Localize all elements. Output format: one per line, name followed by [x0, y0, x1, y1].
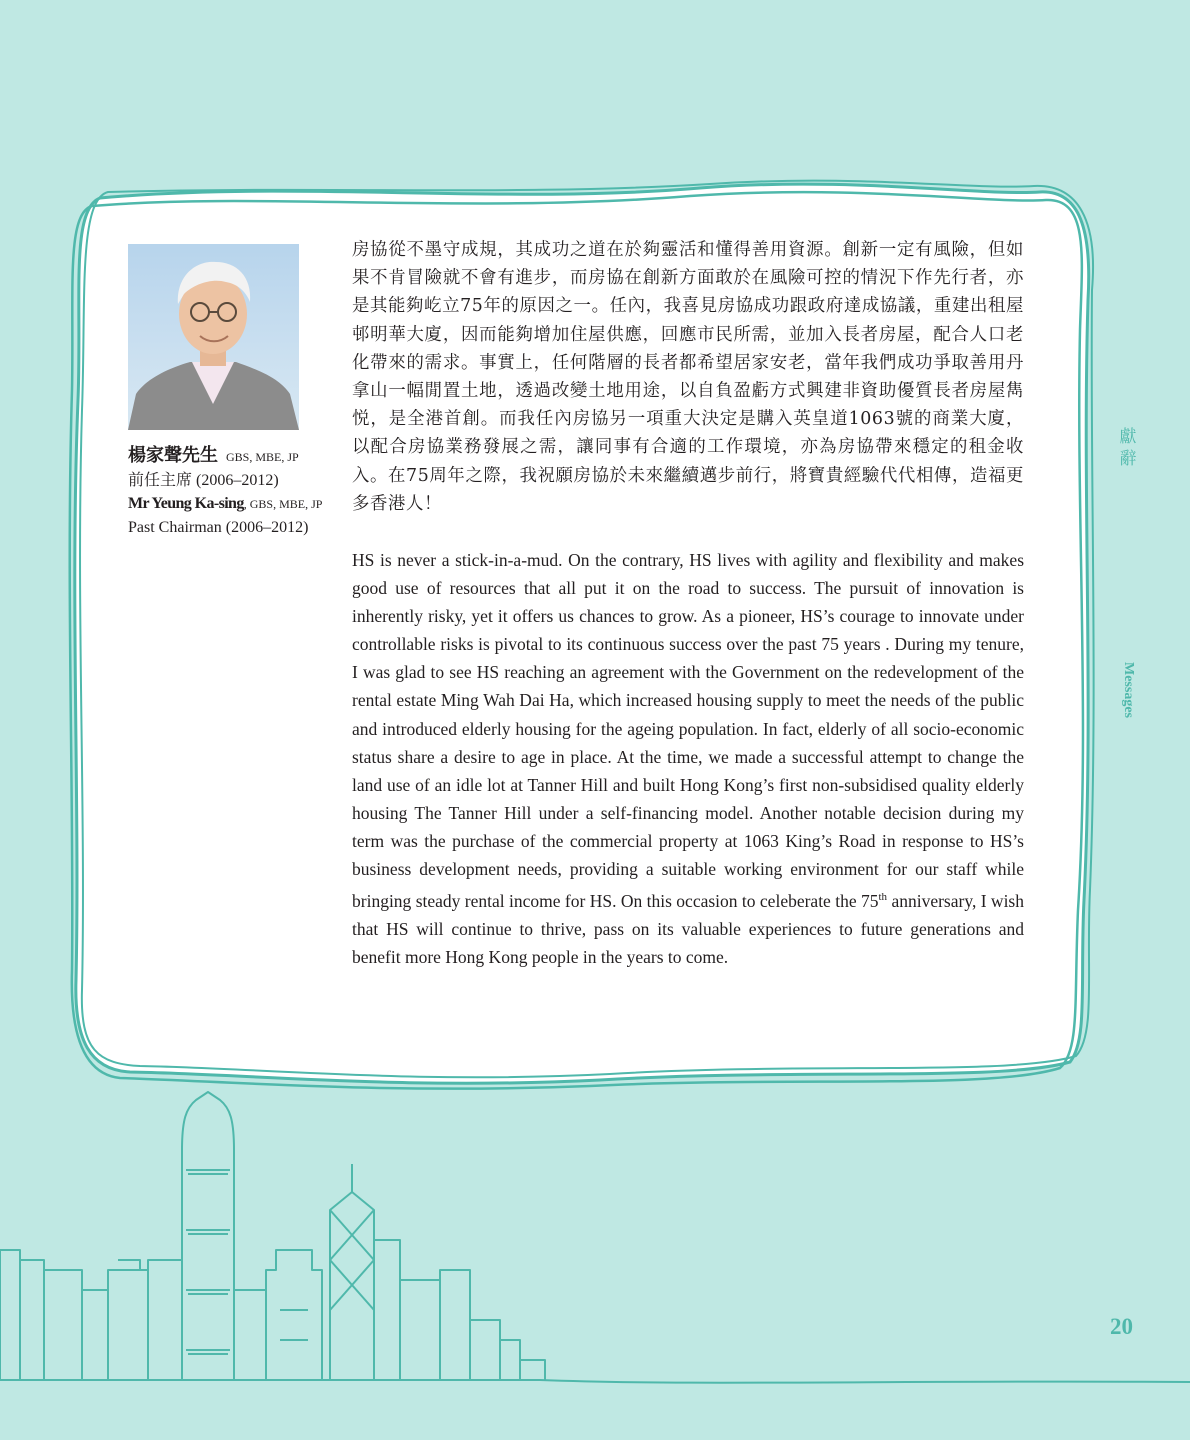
- portrait-caption: [128, 444, 338, 539]
- sidebar-label-english: Messages: [1121, 662, 1136, 718]
- message-chinese: 房協從不墨守成規，其成功之道在於夠靈活和懂得善用資源。創新一定有風險，但如果不肯冒險就不會有進步，而房協在創新方面敢於在風險可控的情況下作先行者，亦是其能夠屹立75年的原因之一。任內，我喜見房協成功跟政府達成協議，重建出租屋邨明華大廈，因而能夠增加住屋供應，回應市民所需，並加入長者房屋，配合人口老化帶來的需求。事實上，任何階層的長者都希望居家安老，當年我們成功爭取善用丹拿山一幅閒置土地，透過改變土地用途，以自負盈虧方式興建非資助優質長者房屋雋悦，是全港首創。而我任內房協另一項重大決定是購入英皇道1063號的商業大廈，以配合房協業務發展之需，讓同事有合適的工作環境，亦為房協帶來穩定的租金收入。在75周年之際，我祝願房協於未來繼續邁步前行，將寶貴經驗代代相傳，造福更多香港人！: [352, 240, 1024, 514]
- portrait-photo: [128, 244, 299, 430]
- message-english: [352, 546, 1024, 971]
- sidebar-char-2: 辭: [1119, 449, 1137, 469]
- name-en: Mr Yeung Ka-sing: [128, 495, 244, 512]
- message-english-part2: anniversary, I wish that HS will continue to thrive, pass on its valuable experiences to future generations and benefit more Hong Kong people in the years to come.: [352, 890, 1024, 968]
- title-en: Past Chairman (2006–2012): [128, 519, 309, 536]
- message-english-part1: HS is never a stick-in-a-mud. On the contrary, HS lives with agility and flexibility and makes good use of resources that all put it on the road to success. The pursuit of innovation is inherently risky, yet it offers us chances to grow. As a pioneer, HS’s courage to innovate under controllable risks is pivotal to its continuous success over the past 75 years . During my tenure, I was glad to see HS reaching an agreement with the Government on the redevelopment of the rental estate Ming Wah Dai Ha, which increased housing supply to meet the needs of the public and introduced elderly housing for the ageing population. In fact, elderly of all socio-economic status share a desire to age in place. At the time, we made a successful attempt to change the land use of an idle lot at Tanner Hill and built Hong Kong’s first non-subsidised quality elderly housing The Tanner Hill under a self-financing model. Another notable decision during my term was the purchase of the commercial property at 1063 King’s Road in response to HS’s business development needs, providing a suitable working environment for our staff while bringing steady rental income for HS. On this occasion to celeberate the 75: [352, 550, 1024, 911]
- name-zh: 楊家聲先生: [128, 445, 218, 465]
- ordinal-suffix: th: [878, 891, 888, 904]
- title-zh: 前任主席 (2006–2012): [128, 472, 279, 489]
- honours-zh: GBS, MBE, JP: [226, 450, 299, 464]
- honours-en: , GBS, MBE, JP: [243, 497, 323, 511]
- page-number: 20: [1110, 1314, 1133, 1339]
- sidebar-label-chinese: [1117, 426, 1139, 470]
- sidebar-char-1: 獻: [1119, 427, 1137, 447]
